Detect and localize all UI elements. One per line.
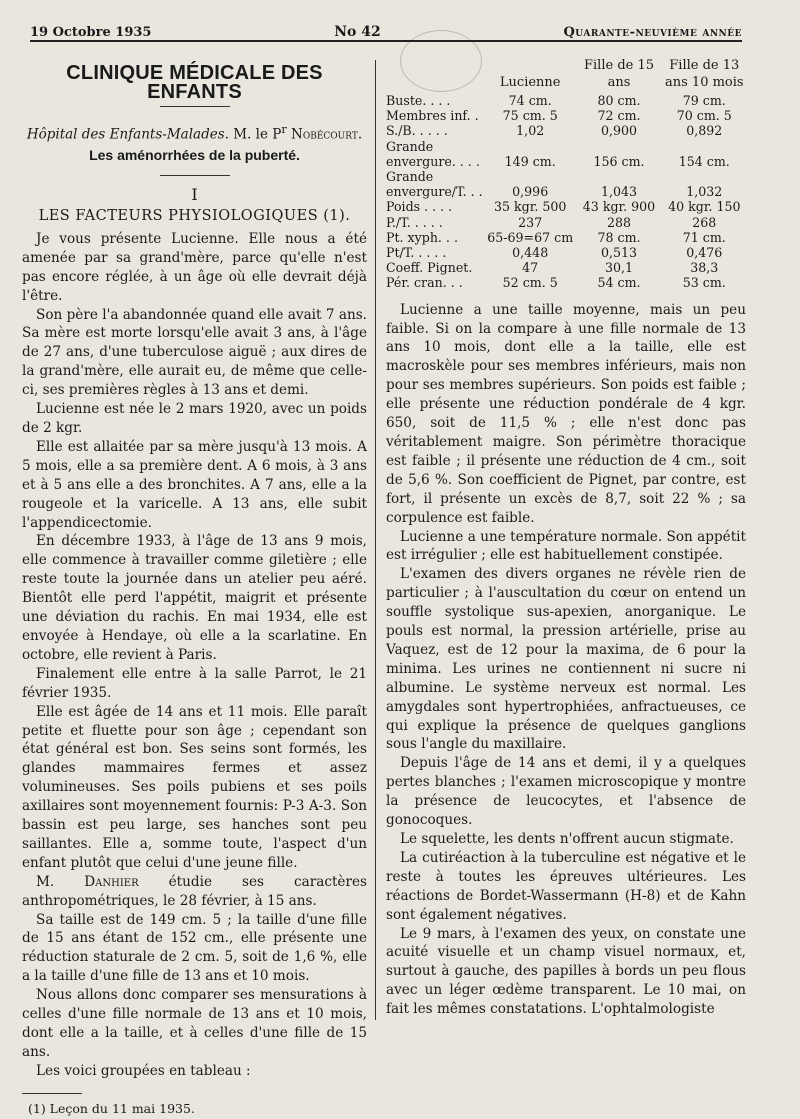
section-number: I [191, 185, 198, 205]
table-row [386, 93, 746, 108]
table-row [386, 199, 746, 214]
table-cell: 237 [518, 214, 543, 230]
column-divider [375, 60, 376, 1020]
table-cell: 74 cm. [508, 93, 552, 108]
table-cell: 288 [606, 214, 632, 230]
table-cell: 0,513 [600, 245, 638, 261]
table-cell: 268 [692, 214, 717, 230]
paragraph: Le squelette, les dents n'offrent aucun stigmate. [400, 831, 734, 848]
table-cell: 38,3 [690, 260, 719, 276]
section-title: LES FACTEURS PHYSIOLOGIQUES (1). [38, 208, 351, 225]
paragraph [22, 873, 367, 911]
table-cell: 40 kgr. 150 [668, 199, 741, 215]
table-cell: 0,996 [512, 184, 549, 200]
header-year: Quarante-neuvième année [563, 25, 742, 40]
hospital-name: Hôpital des Enfants-Malades. [26, 126, 229, 143]
table-cell: 79 cm. [682, 93, 726, 108]
table-cell: 0,476 [686, 245, 723, 261]
article-title: CLINIQUE MÉDICALE DES ENFANTS [66, 62, 323, 103]
table-cell: S./B. . . . . [386, 123, 448, 139]
paragraph: Sa taille est de 149 cm. 5 ; la taille d'une fille de 15 ans étant de 152 cm., elle présente une réduction staturale de 2 cm. 5, soit de 1,6 %, elle a la taille d'une fille de 13 ans et 10 mois. [22, 911, 367, 985]
table-header-row [386, 56, 746, 93]
table-cell: 72 cm. [597, 108, 641, 124]
hospital-line [22, 121, 367, 144]
table-cell: Poids . . . . [386, 199, 453, 215]
table-header-cell: Fille de 13 ans 10 mois [665, 58, 744, 90]
paragraph: Finalement elle entre à la salle Parrot, le 21 février 1935. [22, 665, 367, 701]
danhier-name: M. Danhier [36, 873, 139, 890]
table-cell: Grande envergure. . . . [386, 138, 480, 169]
table-cell: 78 cm. [597, 229, 641, 245]
table-cell: 1,02 [516, 123, 545, 139]
paragraph: Depuis l'âge de 14 ans et demi, il y a quelques pertes blanches ; l'examen microscopique y montre la présence de leucocytes, et l'absence de gonocoques. [386, 755, 746, 829]
paragraph: Nous allons donc comparer ses mensurations à celles d'une fille normale de 13 ans et 10 mois, dont elle a la taille, et à celles d'une fille de 15 ans. [22, 987, 367, 1060]
table-row [386, 230, 746, 245]
table-cell: 53 cm. [682, 275, 726, 291]
section-rule [160, 175, 230, 176]
table-row [386, 260, 746, 275]
table-cell: 154 cm. [678, 153, 730, 169]
table-cell: P./T. . . . . [386, 214, 443, 230]
right-column [386, 56, 746, 1019]
table-cell: Buste. . . . [386, 93, 451, 108]
table-cell: 70 cm. 5 [676, 108, 732, 124]
table-header-cell: Fille de 15 ans [584, 58, 655, 90]
paragraph: Elle est allaitée par sa mère jusqu'à 13 mois. A 5 mois, elle a sa première dent. A 6 mois, à 3 ans et à 5 ans elle a des bronchites. A 7 ans, elle a la rougeole et la varicelle. A 13 ans, elle subit l'appendicectomie. [22, 438, 367, 531]
header-issue: No 42 [334, 24, 381, 40]
table-cell: 1,032 [686, 184, 723, 200]
table-cell: 71 cm. [682, 229, 726, 245]
table-cell: 0,892 [686, 123, 723, 139]
table-cell: 54 cm. [597, 275, 641, 291]
table-row [386, 108, 746, 123]
table-row [386, 245, 746, 260]
paragraph: La cutiréaction à la tuberculine est négative et le reste à toutes les épreuves ultérieures. Les réactions de Bordet-Wassermann (H-8) et de Kahn sont également négatives. [386, 849, 746, 923]
table-cell: 43 kgr. 900 [582, 199, 656, 215]
table-header-cell: Lucienne [499, 75, 561, 90]
table-header-cell [386, 56, 485, 93]
hospital-prefix: M. le P [233, 126, 282, 143]
professor-name: Nobécourt. [291, 126, 363, 143]
measurements-table [386, 56, 746, 291]
paragraph: Lucienne a une taille moyenne, mais un peu faible. Si on la compare à une fille normale de 13 ans 10 mois, dont elle a la taille, elle est macroskèle pour ses membres inférieurs, mais non pour ses membres supérieurs. Son poids est faible ; elle présente une réduction pondérale de 4 kgr. 650, soit de 11,5 % ; elle n'est donc pas véritablement maigre. Son périmètre thoracique est faible ; il présente une réduction de 4 cm., soit de 5,6 %. Son coefficient de Pignet, par contre, est fort, il présente un excès de 8,7, soit 22 % ; sa corpulence est faible. [386, 301, 746, 526]
paragraph: Lucienne a une température normale. Son appétit est irrégulier ; elle est habituellement constipée. [386, 528, 746, 564]
table-row [386, 275, 746, 290]
table-cell: 0,448 [512, 245, 549, 261]
table-cell: Coeff. Pignet. [386, 260, 473, 276]
paragraph: L'examen des divers organes ne révèle rien de particulier ; à l'auscultation du cœur on entend un souffle systolique sus-apexien, anorganique. Le pouls est normal, la pression artérielle, prise au Vaquez, est de 12 pour la maxima, de 6 pour la minima. Les urines ne contiennent ni sucre ni albumine. Le système nerveux est normal. Les amygdales sont hypertrophiées, anfractueuses, ce qui explique la présence de quelques ganglions sous l'angle du maxillaire. [386, 566, 746, 753]
paragraph: En décembre 1933, à l'âge de 13 ans 9 mois, elle commence à travailler comme giletière ; elle reste toute la journée dans un atelier peu aéré. Bientôt elle perd l'appétit, maigrit et présente une déviation du rachis. En mai 1934, elle est envoyée à Hendaye, où elle a la scarlatine. En octobre, elle revient à Paris. [22, 533, 367, 663]
table-cell: 65-69=67 cm [487, 229, 574, 245]
table-cell: 47 [522, 260, 539, 276]
article-subtitle: Les aménorrhées de la puberté. [89, 147, 300, 164]
table-cell: 75 cm. 5 [502, 108, 558, 124]
paragraph: Elle est âgée de 14 ans et 11 mois. Elle paraît petite et fluette pour son âge ; cependant son état général est bon. Ses seins sont formés, les glandes mammaires fermes et assez volumineuses. Ses poils pubiens et ses poils axillaires sont moyennement fournis: P-3 A-3. Son bassin est peu large, ses hanches sont peu saillantes. Elle a, somme toute, l'aspect d'un enfant plutôt que celui d'une jeune fille. [22, 703, 367, 871]
table-cell: Membres inf. . [386, 108, 479, 124]
table-cell: 30,1 [604, 260, 634, 276]
table-cell: 0,900 [600, 123, 638, 139]
table-row [386, 139, 746, 169]
paragraph: Le 9 mars, à l'examen des yeux, on constate une acuité visuelle et un champ visuel normaux, et, surtout à gauche, des papilles à bords un peu flous avec un léger œdème transparent. Le 10 mai, on fait les mêmes constatations. L'ophtalmologiste [386, 925, 746, 1018]
table-row [386, 123, 746, 138]
footnote: (1) Leçon du 11 mai 1935. [28, 1100, 195, 1116]
table-row [386, 215, 746, 230]
table-row [386, 169, 746, 199]
paragraph: Lucienne est née le 2 mars 1920, avec un poids de 2 kgr. [22, 401, 367, 436]
paragraph: Je vous présente Lucienne. Elle nous a été amenée par sa grand'mère, parce qu'elle n'est pas encore réglée, à un âge où elle devrait déjà l'être. [22, 230, 367, 304]
left-column [22, 60, 367, 1119]
table-cell: Pt/T. . . . . [386, 245, 447, 261]
table-cell: 52 cm. 5 [502, 275, 558, 291]
title-rule [160, 106, 230, 107]
table-body [386, 93, 746, 291]
table-cell: 149 cm. [504, 153, 556, 169]
header-date: 19 Octobre 1935 [30, 25, 152, 40]
table-cell: 156 cm. [593, 153, 645, 169]
table-cell: Pt. xyph. . . [386, 229, 458, 245]
table-cell: 35 kgr. 500 [493, 199, 567, 215]
paragraph: Son père l'a abandonnée quand elle avait 7 ans. Sa mère est morte lorsqu'elle avait 3 ans, à l'âge de 27 ans, d'une tuberculose aiguë ; aux dires de la grand'mère, elle aurait eu, de même que celle-ci, ses premières règles à 13 ans et demi. [22, 306, 367, 399]
paragraph: Les voici groupées en tableau : [36, 1062, 251, 1079]
table-cell: Pér. cran. . . [386, 275, 463, 291]
footnote-rule [22, 1093, 82, 1094]
page-header [30, 14, 742, 42]
hospital-sup: r [281, 122, 287, 136]
table-cell: 80 cm. [597, 93, 641, 108]
table-cell: Grande envergure/T. . . [386, 169, 483, 200]
danhier-text: étudie ses caractères anthropométriques, le 28 février, à 15 ans. [22, 873, 367, 909]
table-cell: 1,043 [600, 184, 638, 200]
